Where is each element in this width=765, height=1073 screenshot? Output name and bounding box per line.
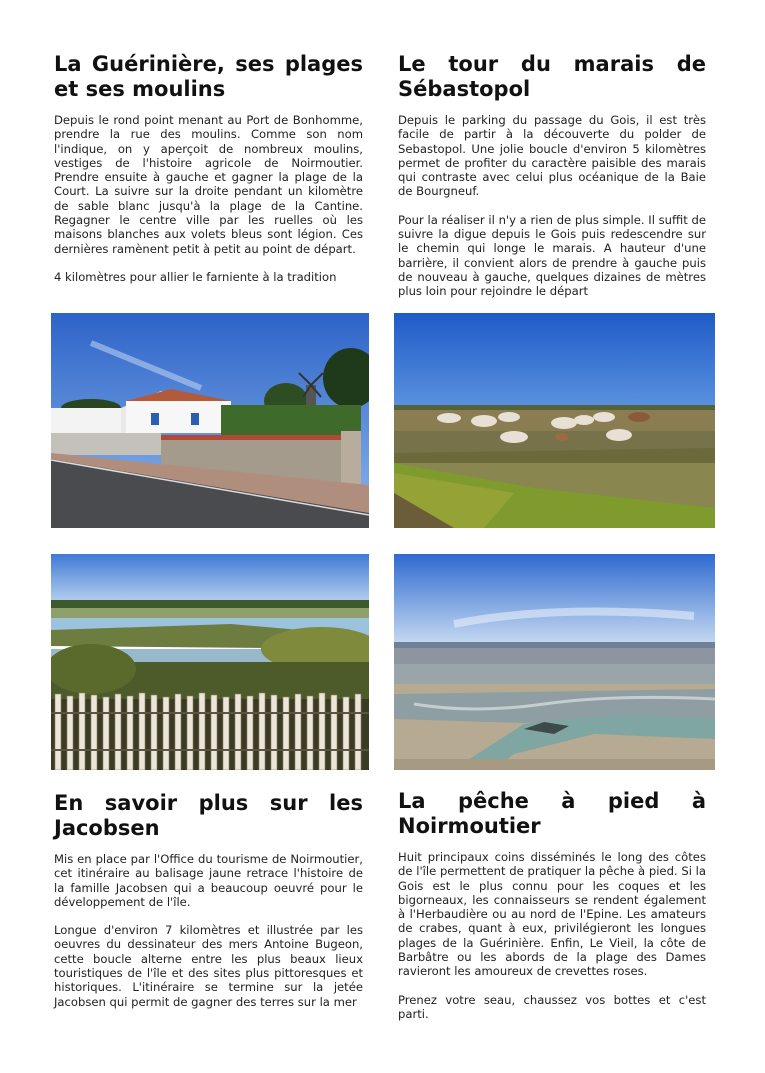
section-title: La Guérinière, ses plages et ses moulins [54,52,363,101]
photo-low-tide-beach [394,554,715,770]
section-title: La pêche à pied à Noirmoutier [398,789,706,838]
section-body [398,850,706,1021]
paragraph: 4 kilomètres pour allier le farniente à la tradition [54,269,337,284]
section-guериniere [54,52,363,284]
section-title: Le tour du marais de Sébastopol [398,52,706,101]
paragraph: Longue d'environ 7 kilomètres et illustrée par les oeuvres du dessinateur des mers Antoine Bugeon, cette boucle alterne entre les plus beaux lieux touristiques de l'île et des sites plus pittoresques et historiques. L'itinéraire se termine sur la jetée Jacobsen qui permit de gagner des terres sur la mer [54,923,363,1009]
section-peche-a-pied [398,789,706,1021]
paragraph: Depuis le parking du passage du Gois, il est très facile de partir à la découverte du polder de Sebastopol. Une jolie boucle d'environ 5 kilomètres permet de profiter du caractère paisible des marais qui contraste avec celui plus océanique de la Baie de Bourgneuf. [398,113,706,199]
photo-street-windmill [51,313,369,528]
section-jacobsen [54,791,363,1009]
photo-marsh-fence [51,554,369,770]
paragraph: Prenez votre seau, chaussez vos bottes et c'est parti. [398,992,706,1021]
photo-cows-marsh [394,313,715,528]
section-title: En savoir plus sur les Jacobsen [54,791,363,840]
paragraph: Huit principaux coins disséminés le long des côtes de l'île permettent de pratiquer la pêche à pied. Si la Gois est le plus connu pour les coques et les bigorneaux, les connaisseurs se rendent également à l'Herbaudière ou au nord de l'Epine. Les amateurs de crabes, quant à eux, privilégieront les longues plages de la Guérinière. Enfin, Le Vieil, la côte de Barbâtre ou les abords de la plage des Dames ravieront les amoureux de crevettes roses. [398,850,706,979]
paragraph: Mis en place par l'Office du tourisme de Noirmoutier, cet itinéraire au balisage jaune retrace l'histoire de la famille Jacobsen qui a beaucoup oeuvré pour le développement de l'île. [54,852,363,909]
section-body [54,852,363,1009]
paragraph: Depuis le rond point menant au Port de Bonhomme, prendre la rue des moulins. Comme son nom l'indique, on y aperçoit de nombreux moulins, vestiges de l'histoire agricole de Noirmoutier. Prendre ensuite à gauche et gagner la plage de la Court. La suivre sur la droite pendant un kilomètre de sable blanc jusqu'à la plage de la Cantine. Regagner le centre ville par les ruelles où les maisons blanches aux volets bleus sont légion. Ces dernières ramènent petit à petit au point de départ. [54,113,363,256]
section-body [398,113,706,299]
paragraph: Pour la réaliser il n'y a rien de plus simple. Il suffit de suivre la digue depuis le Gois puis redescendre sur le chemin qui longe le marais. A hauteur d'une barrière, il convient alors de prendre à gauche puis de nouveau à gauche, quelques dizaines de mètres plus loin pour rejoindre le départ [398,212,706,299]
section-sebastopol [398,52,706,299]
section-body [54,113,363,284]
